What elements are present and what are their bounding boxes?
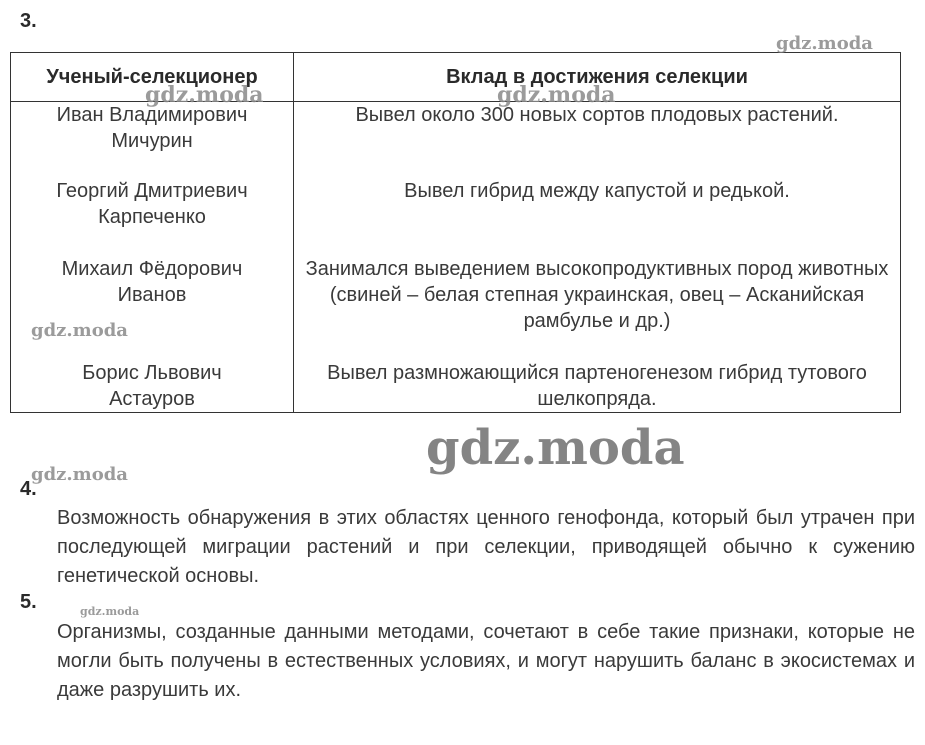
scientist-surname: Мичурин: [111, 130, 193, 152]
scientist-surname: Карпеченко: [98, 206, 206, 228]
scientist-cell: [11, 102, 294, 179]
scientist-cell: [11, 360, 294, 413]
watermark-logo: gdz.moda: [145, 82, 264, 108]
scientist-name: Иван Владимирович: [56, 104, 248, 126]
header-scientist: Ученый-селекционер: [11, 53, 294, 102]
watermark-logo: gdz.moda: [31, 320, 128, 341]
question-4-number: 4.: [20, 478, 37, 500]
table-row: [11, 360, 901, 413]
watermark-logo: gdz.moda: [776, 33, 873, 54]
scientist-cell: [11, 178, 294, 256]
contribution-cell: Вывел около 300 новых сортов плодовых растений.: [355, 104, 839, 126]
watermark-logo: gdz.moda: [80, 605, 140, 618]
contribution-cell: Вывел размножающийся партеногенезом гибрид тутового шелкопряда.: [327, 362, 867, 410]
scientist-name: Михаил Фёдорович: [61, 258, 243, 280]
scientist-name: Георгий Дмитриевич: [56, 180, 248, 202]
scientist-surname: Астауров: [109, 388, 195, 410]
watermark-logo: gdz.moda: [31, 464, 128, 485]
scientist-cell: [11, 256, 294, 360]
contribution-cell: Занимался выведением высокопродуктивных пород животных (свиней – белая степная украинская, овец – Асканийская рамбулье и др.): [305, 258, 889, 332]
watermark-logo: gdz.moda: [497, 82, 616, 108]
selection-scientists-table: [10, 52, 901, 413]
table-row: [11, 256, 901, 360]
question-5-answer: Организмы, созданные данными методами, сочетают в себе такие признаки, которые не могли быть получены в естественных условиях, и могут нарушить баланс в экосистемах и даже разрушить их.: [57, 621, 915, 701]
contribution-cell: Вывел гибрид между капустой и редькой.: [404, 180, 790, 202]
question-3-number: 3.: [20, 10, 37, 32]
table-row: [11, 102, 901, 179]
question-4-answer: Возможность обнаружения в этих областях ценного генофонда, который был утрачен при последующей миграции растений и при селекции, приводящей обычно к сужению генетической основы.: [57, 507, 915, 587]
scientist-surname: Иванов: [117, 284, 187, 306]
table-row: [11, 178, 901, 256]
scientist-name: Борис Львович: [82, 362, 222, 384]
header-contribution: Вклад в достижения селекции: [294, 53, 901, 102]
table-header-row: [11, 53, 901, 102]
question-5-number: 5.: [20, 591, 37, 613]
watermark-logo: gdz.moda: [426, 420, 685, 476]
